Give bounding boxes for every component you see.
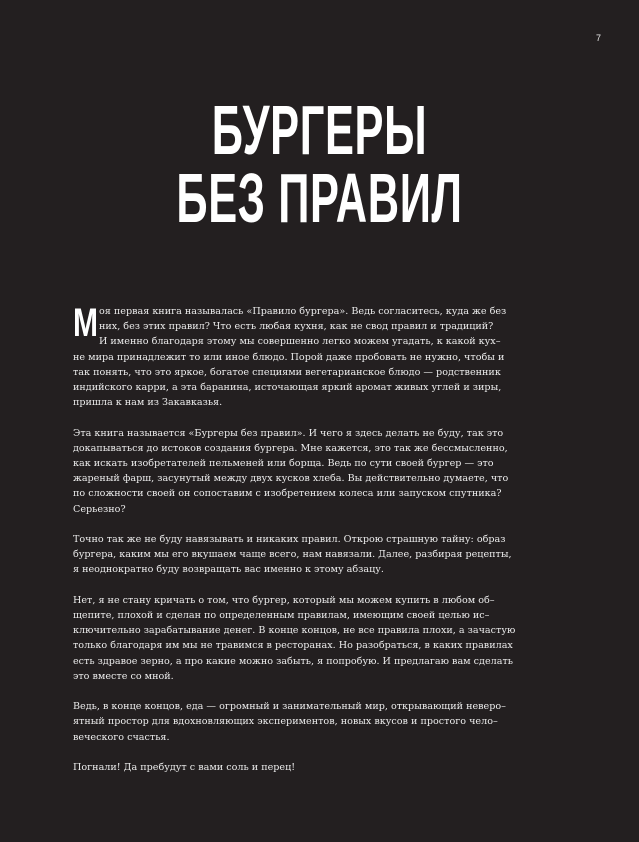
text-line: бургера, каким мы его вкушаем чаще всего, нам навязали. Далее, разбирая рецепты, bbox=[73, 549, 512, 561]
paragraph-4 bbox=[73, 593, 571, 684]
paragraph-1 bbox=[73, 301, 571, 410]
text-line: есть здравое зерно, а про какие можно забыть, я попробую. И предлагаю вам сделать bbox=[73, 655, 513, 667]
paragraph-3 bbox=[73, 532, 571, 578]
text-line: И именно благодаря этому мы совершенно легко можем угадать, к какой кух– bbox=[99, 336, 501, 348]
paragraph-2 bbox=[73, 426, 571, 517]
text-line: веческого счастья. bbox=[73, 731, 170, 743]
text-line: только благодаря им мы не травимся в ресторанах. Но разобраться, в каких правилах bbox=[73, 640, 513, 652]
text-line: щепите, плохой и сделан по определенным правилам, имеющим своей целью ис– bbox=[73, 610, 490, 622]
page-title bbox=[121, 91, 517, 237]
text-line: это вместе со мной. bbox=[73, 670, 174, 682]
text-line: я неоднократно буду возвращать вас именно к этому абзацу. bbox=[73, 564, 384, 576]
text-line: по сложности своей он сопоставим с изобретением колеса или запуском спутника? bbox=[73, 488, 502, 500]
page-number: 7 bbox=[595, 33, 601, 43]
text-line: Точно так же не буду навязывать и никаких правил. Открою страшную тайну: образ bbox=[73, 534, 506, 546]
text-line: ключительно зарабатывание денег. В конце концов, не все правила плохи, а зачастую bbox=[73, 625, 516, 637]
text-line: оя первая книга называлась «Правило бургера». Ведь согласитесь, куда же без bbox=[99, 306, 507, 317]
text-line: так понять, что это яркое, богатое специями вегетарианское блюдо — родственник bbox=[73, 366, 501, 378]
text-line: Ведь, в конце концов, еда — огромный и занимательный мир, открывающий неверо– bbox=[73, 701, 506, 713]
paragraph-5 bbox=[73, 699, 571, 745]
text-line: них, без этих правил? Что есть любая кухня, как не свод правил и традиций? bbox=[99, 321, 494, 333]
text-line: жареный фарш, засунутый между двух кусков хлеба. Вы действительно думаете, что bbox=[73, 473, 509, 485]
text-line: как искать изобретателей пельменей или борща. Ведь по сути своей бургер — это bbox=[73, 458, 494, 470]
text-line: Погнали! Да пребудут с вами соль и перец! bbox=[73, 762, 296, 774]
text-line: докапываться до истоков создания бургера. Мне кажется, это так же бессмысленно, bbox=[73, 442, 508, 454]
text-line: индийского карри, а эта баранина, источающая яркий аромат живых углей и зиры, bbox=[73, 382, 502, 394]
title-line-1: БУРГЕРЫ bbox=[211, 91, 428, 169]
text-line: Нет, я не стану кричать о том, что бургер, который мы можем купить в любом об– bbox=[73, 594, 495, 606]
drop-cap: М bbox=[73, 301, 98, 345]
title-line-2: БЕЗ ПРАВИЛ bbox=[176, 159, 463, 237]
article-body bbox=[73, 301, 571, 790]
text-line: Серьезно? bbox=[73, 503, 126, 515]
paragraph-6 bbox=[73, 760, 571, 775]
text-line: пришла к нам из Закавказья. bbox=[73, 397, 223, 409]
text-line: Эта книга называется «Бургеры без правил». И чего я здесь делать не буду, так это bbox=[73, 427, 504, 439]
text-line: не мира принадлежит то или иное блюдо. Порой даже пробовать не нужно, чтобы и bbox=[73, 351, 505, 363]
text-line: ятный простор для вдохновляющих экспериментов, новых вкусов и простого чело– bbox=[73, 716, 498, 728]
